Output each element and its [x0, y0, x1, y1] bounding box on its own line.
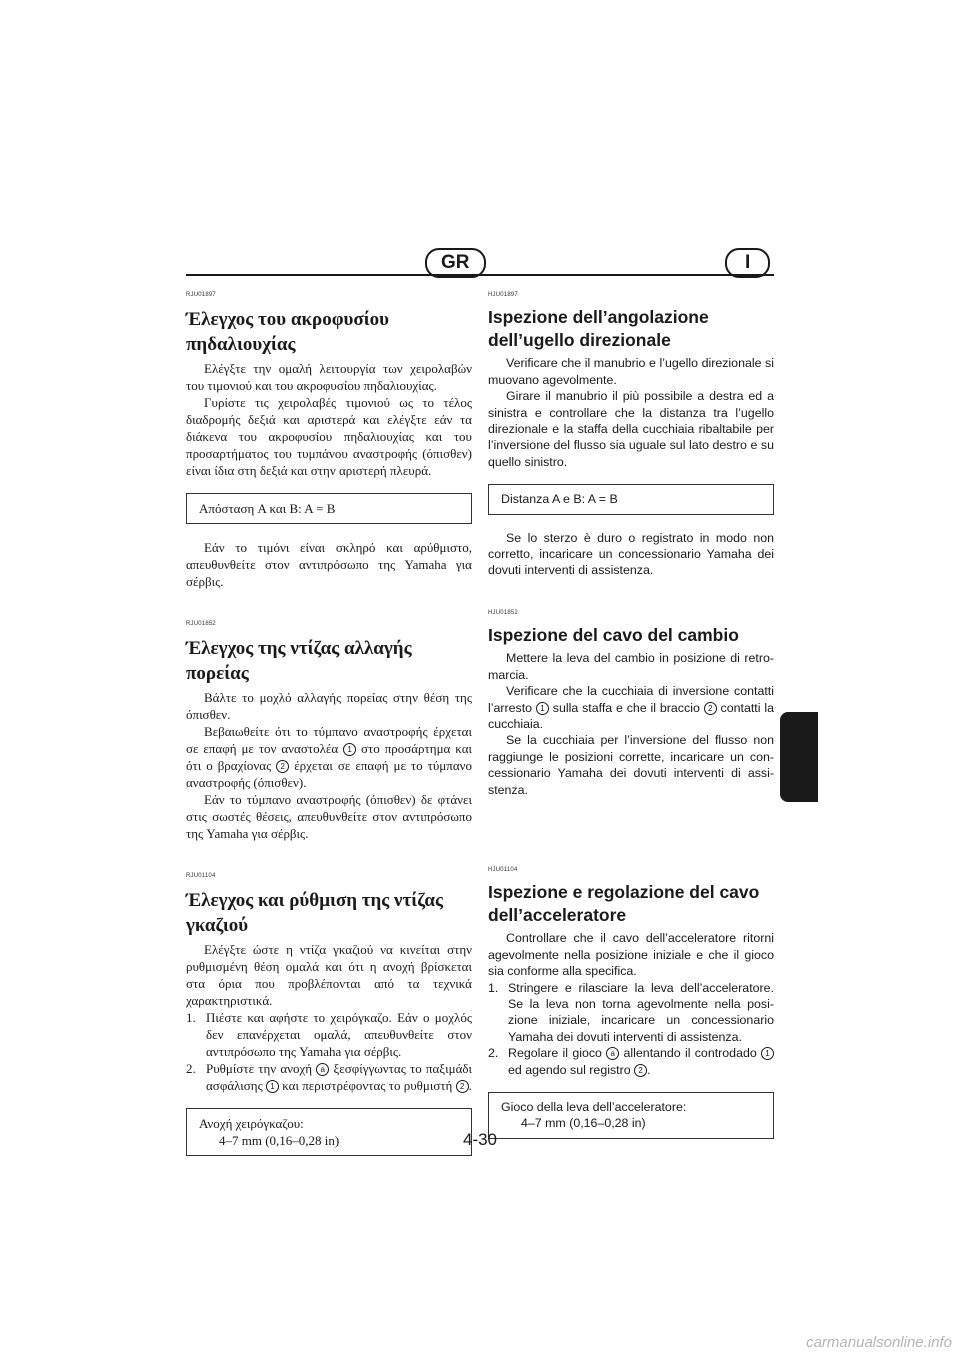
paragraph: Controllare che il cavo dell’acceleratore ritorni agevolmente nella posizione iniziale e che il gioco sia conforme alla specifica. [488, 931, 774, 979]
paragraph: Girare il manubrio il più possibile a destra ed a sinistra e controllare che la distanza tra l’ugello direzionale e la staffa della cucchiaia ribaltabile per l’inversione del flusso sia uguale sul lato destro e su quello sinistro. [488, 389, 774, 469]
section-title: Ispezione e regolazione del cavo dell’acceleratore [488, 882, 760, 926]
list-item: 2. Regolare il gioco a allentando il controdado 1 ed agendo sul registro 2 . [488, 1045, 774, 1078]
paragraph: Εάν το τύμπανο αναστροφής (όπισθεν) δε φτάνει στις σωστές θέσεις, απευθυνθείτε στον αντιπρόσωπο της Yamaha για σέρβις. [186, 792, 472, 841]
list-item: 1. Πιέστε και αφήστε το χειρόγκαζο. Εάν ο μοχλός δεν επανέρχεται ομαλά, απευθυνθείτε στον αντιπρόσωπο της Yamaha για σέρβις. [186, 1010, 472, 1059]
steps-list [488, 980, 774, 1078]
greek-column [186, 285, 472, 1171]
spec-box: Απόσταση A και B: A = B [186, 493, 472, 524]
section-title: Έλεγχος και ρύθμιση της ντίζας γκαζιού [186, 890, 444, 936]
callout-2-icon: 2 [276, 760, 289, 773]
chapter-tab [780, 712, 818, 802]
paragraph: Ελέγξτε την ομαλή λειτουργία των χειρολαβών του τιμονιού και του ακροφυσίου πηδαλιουχίας. [186, 361, 472, 393]
spec-box: Gioco della leva dell’acceleratore: 4–7 mm (0,16–0,28 in) [488, 1092, 774, 1139]
paragraph: Se la cucchiaia per l’inversione del flusso non raggiunge le posizioni corrette, incaricare un con-cessionario Yamaha dei dovuti interventi di assi-stenza. [488, 733, 774, 797]
paragraph: Γυρίστε τις χειρολαβές τιμονιού ως το τέλος διαδρομής δεξιά και αριστερά και ελέγξτε εάν τα διάκενα του ακροφυσίου πηδαλιουχίας και του προσαρτήματος του τυμπάνου αναστροφής (όπισθεν) είναι ίδια στη δεξιά και στην αριστερή πλευρά. [186, 395, 472, 478]
callout-1-icon: 1 [536, 702, 549, 715]
callout-a-icon: a [606, 1047, 619, 1060]
steps-list [186, 1009, 472, 1094]
paragraph: Ελέγξτε ώστε η ντίζα γκαζιού να κινείται στην ρυθμισμένη θέση ομαλά και ότι η ανοχή βρίσκεται στα όρια που προβλέπονται από τα τεχνικά χαρακτηριστικά. [186, 942, 472, 1008]
section-title: Ispezione del cavo del cambio [488, 625, 739, 646]
paragraph: Βεβαιωθείτε ότι το τύμπανο αναστροφής έρχεται σε επαφή με τον αναστολέα 1 στο προσάρτημα και ότι ο βραχίονας 2 έρχεται σε επαφή με το τύμπανο αναστροφής (όπισθεν). [186, 724, 473, 790]
paragraph: Verificare che la cucchiaia di inversione contatti l’arresto 1 sulla staffa e che il braccio 2 contatti la cucchiaia. [488, 684, 774, 731]
section-code: HJU01104 [488, 866, 518, 873]
paragraph: Mettere la leva del cambio in posizione di retro-marcia. [488, 651, 774, 682]
paragraph: Verificare che il manubrio e l’ugello direzionale si muovano agevolmente. [488, 356, 774, 387]
callout-1-icon: 1 [266, 1080, 279, 1093]
list-item: 1. Stringere e rilasciare la leva dell’acceleratore. Se la leva non torna agevolmente nella posi-zione iniziale, incaricare un concessionario Yamaha dei dovuti interventi di assistenza. [488, 980, 774, 1044]
section-code: HJU01897 [488, 292, 518, 298]
callout-1-icon: 1 [343, 743, 356, 756]
language-badge-gr: GR [425, 248, 486, 278]
paragraph: Εάν το τιμόνι είναι σκληρό και αρύθμιστο, απευθυνθείτε στον αντιπρόσωπο της Yamaha για σέρβις. [186, 540, 472, 589]
spec-box: Ανοχή χειρόγκαζου: 4–7 mm (0,16–0,28 in) [186, 1108, 472, 1156]
page-number: 4-30 [462, 1130, 498, 1149]
section-title: Έλεγχος της ντίζας αλλαγής πορείας [186, 638, 412, 684]
paragraph: Βάλτε το μοχλό αλλαγής πορείας στην θέση της όπισθεν. [186, 690, 472, 722]
callout-2-icon: 2 [704, 702, 717, 715]
section-code: RJU01104 [186, 873, 216, 879]
callout-a-icon: a [316, 1063, 329, 1076]
spec-box: Distanza A e B: A = B [488, 484, 774, 514]
italian-column [488, 285, 774, 1154]
section-code: RJU01852 [186, 621, 216, 627]
header-rule [186, 274, 774, 276]
section-code: HJU01852 [488, 609, 518, 616]
callout-2-icon: 2 [634, 1064, 647, 1077]
section-code: RJU01897 [186, 292, 216, 298]
paragraph: Se lo sterzo è duro o registrato in modo non corretto, incaricare un concessionario Yamaha dei dovuti interventi di assistenza. [488, 530, 774, 578]
callout-2-icon: 2 [456, 1080, 469, 1093]
section-title: Έλεγχος του ακροφυσίου πηδαλιουχίας [186, 309, 390, 355]
callout-1-icon: 1 [761, 1047, 774, 1060]
list-item: 2. Ρυθμίστε την ανοχή a ξεσφίγγωντας το παξιμάδι ασφάλισης 1 και περιστρέφοντας το ρυθμιστή 2 . [186, 1061, 473, 1093]
section-title: Ispezione dell’angolazione dell’ugello direzionale [488, 307, 709, 351]
watermark: carmanualsonline.info [806, 1334, 952, 1351]
language-badge-i: I [725, 248, 770, 278]
